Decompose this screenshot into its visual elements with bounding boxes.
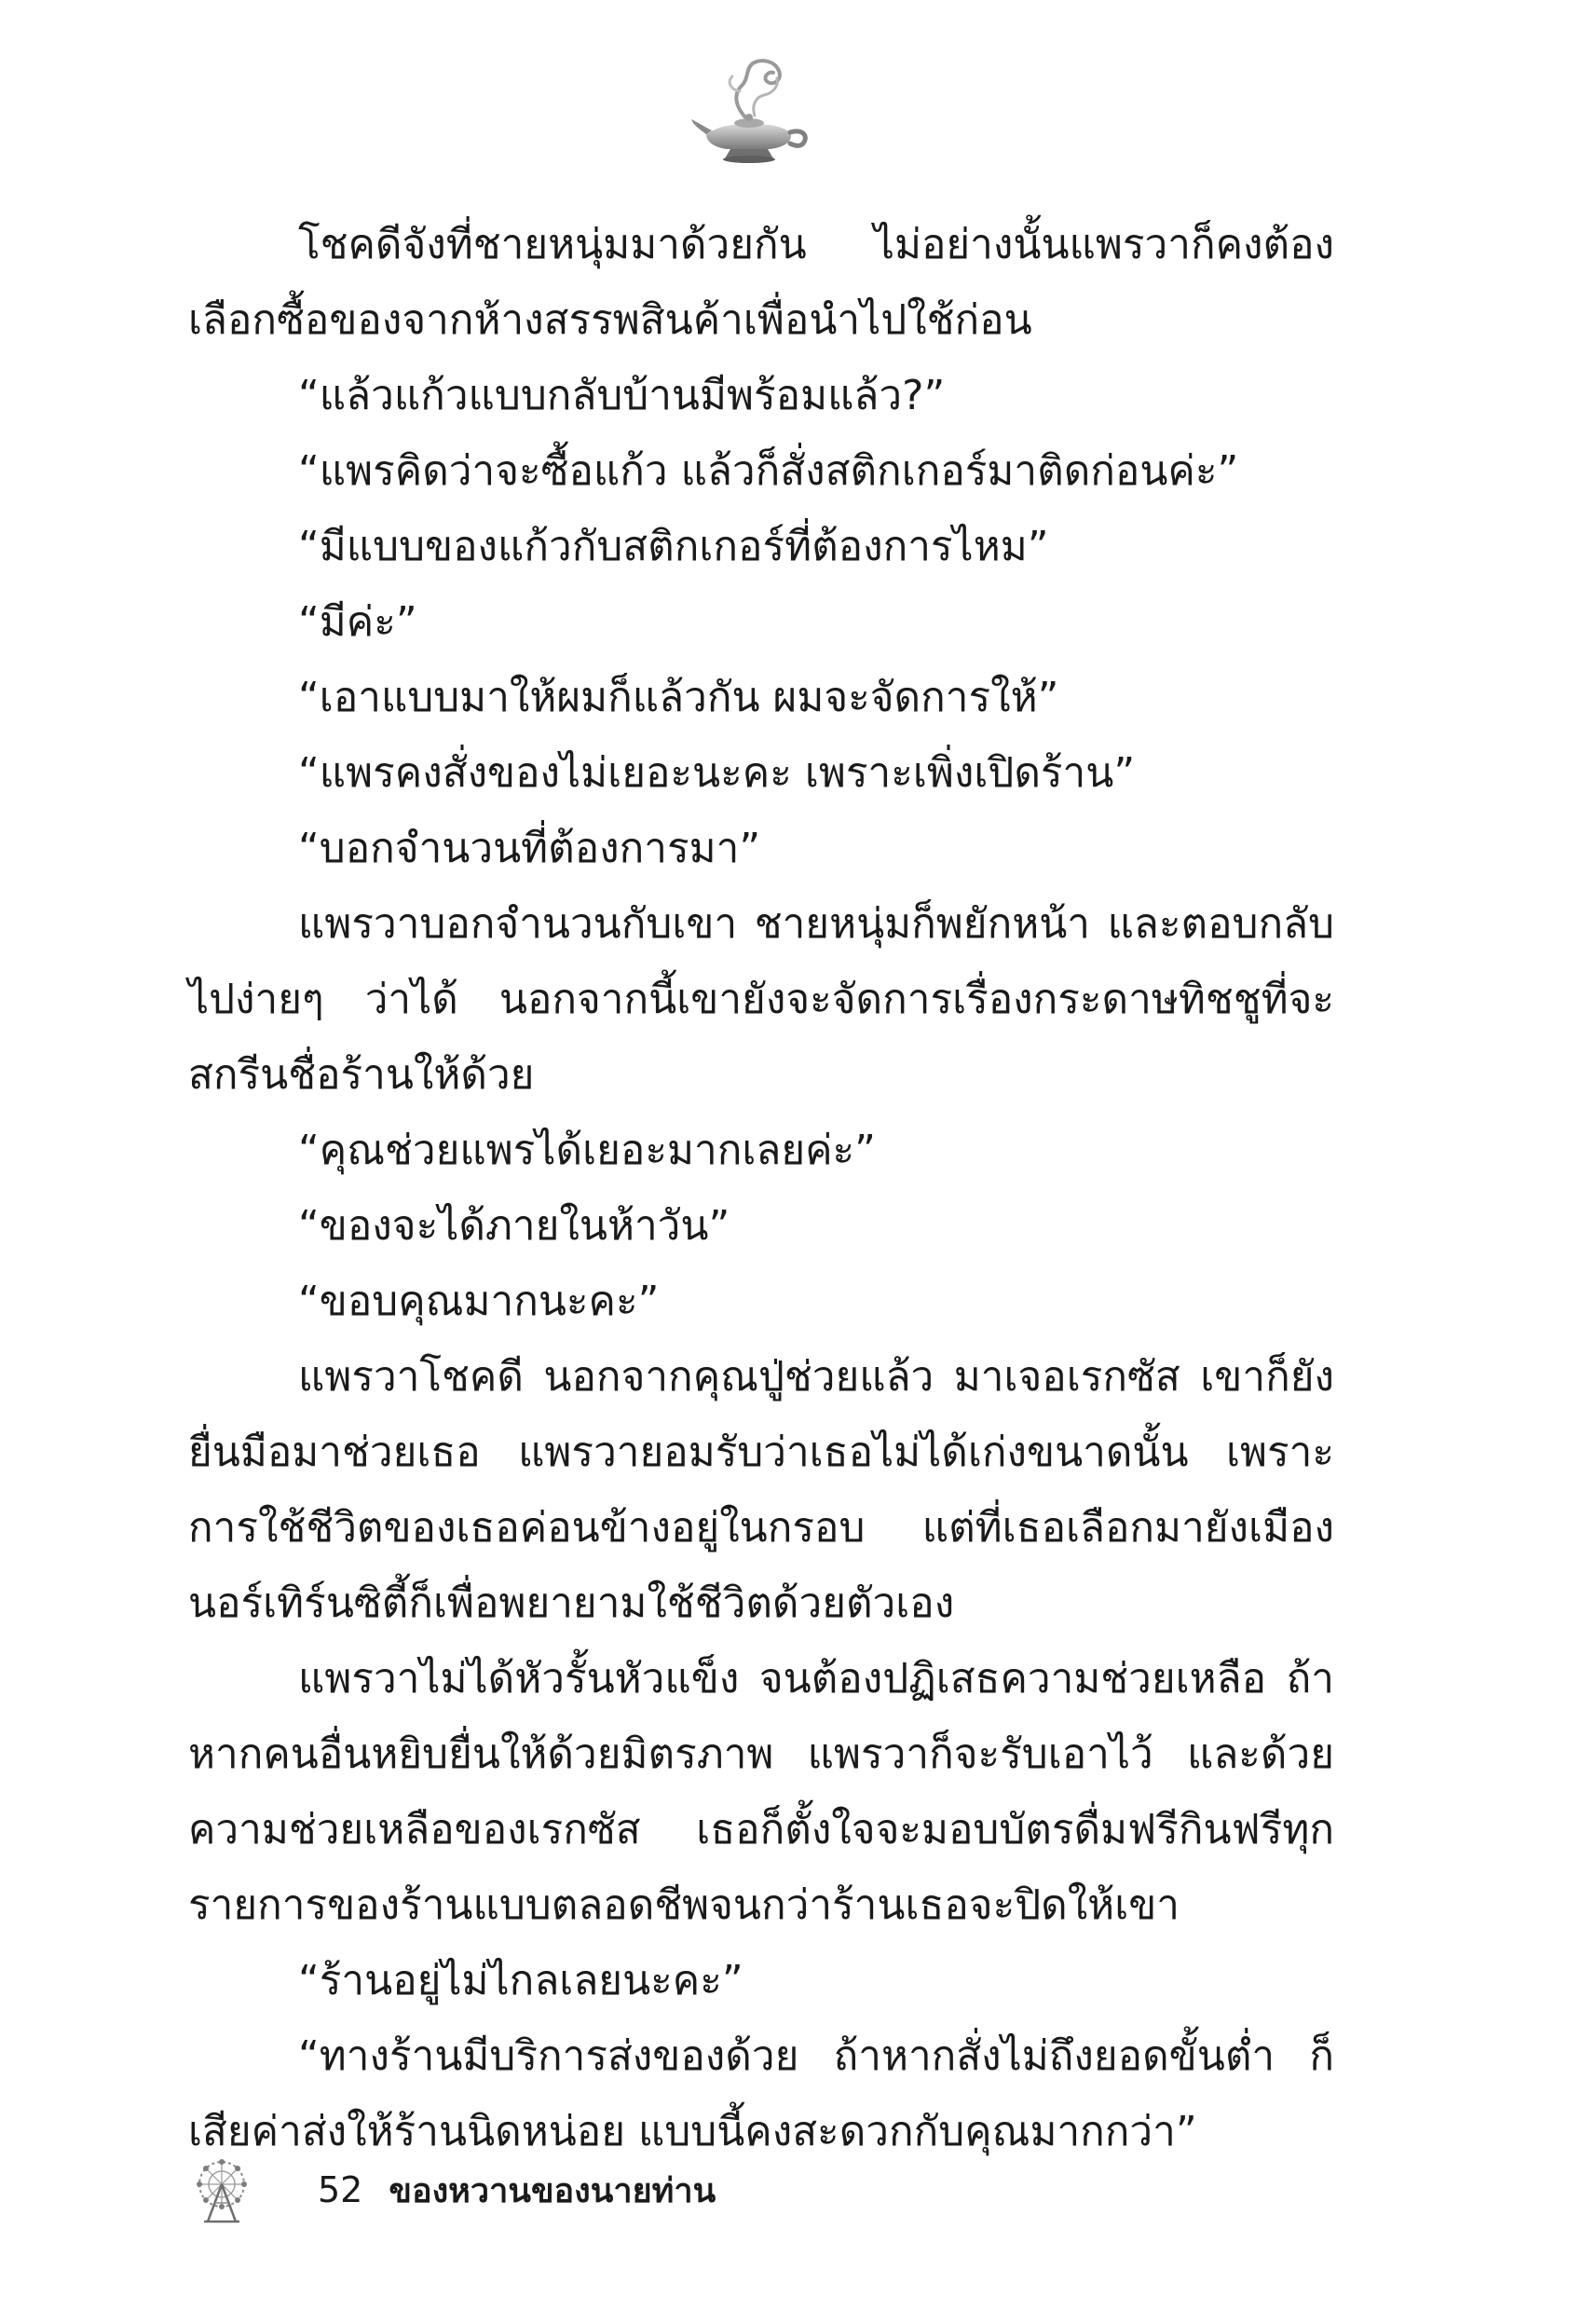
paragraph: “ของจะได้ภายในห้าวัน” <box>298 1202 730 1250</box>
paragraph: โชคดีจังที่ชายหนุ่มมาด้วยกัน ไม่อย่างนั้นแพรวาก็คงต้องเลือกซื้อของจากห้างสรรพสินค้าเพื่อนำไปใช้ก่อน <box>188 221 1334 344</box>
paragraph: “มีค่ะ” <box>298 598 417 646</box>
paragraph: แพรวาบอกจำนวนกับเขา ชายหนุ่มก็พยักหน้า และตอบกลับไปง่ายๆ ว่าได้ นอกจากนี้เขายังจะจัดการเรื่องกระดาษทิชชูที่จะสกรีนชื่อร้านให้ด้วย <box>188 900 1334 1099</box>
paragraph: “ร้านอยู่ไม่ไกลเลยนะคะ” <box>298 1957 743 2004</box>
paragraph: แพรวาโชคดี นอกจากคุณปู่ช่วยแล้ว มาเจอเรกซัส เขาก็ยังยื่นมือมาช่วยเธอ แพรวายอมรับว่าเธอไม่ได้เก่งขนาดนั้น เพราะการใช้ชีวิตของเธอค่อนข้างอยู่ในกรอบ แต่ที่เธอเลือกมายังเมืองนอร์เทิร์นซิตี้ก็เพื่อพยายามใช้ชีวิตด้วยตัวเอง <box>188 1353 1334 1627</box>
paragraph: “มีแบบของแก้วกับสติกเกอร์ที่ต้องการไหม” <box>298 523 1049 570</box>
paragraph: “แพรคิดว่าจะซื้อแก้ว แล้วก็สั่งสติกเกอร์มาติดก่อนค่ะ” <box>298 447 1239 495</box>
paragraph: “เอาแบบมาให้ผมก็แล้วกัน ผมจะจัดการให้” <box>298 674 1059 721</box>
paragraph: แพรวาไม่ได้หัวรั้นหัวแข็ง จนต้องปฏิเสธความช่วยเหลือ ถ้าหากคนอื่นหยิบยื่นให้ด้วยมิตรภาพ แพรวาก็จะรับเอาไว้ และด้วยความช่วยเหลือของเรกซัส เธอก็ตั้งใจจะมอบบัตรดื่มฟรีกินฟรีทุกรายการของร้านแบบตลอดชีพจนกว่าร้านเธอจะปิดให้เขา <box>188 1655 1334 1929</box>
paragraph: “คุณช่วยแพรได้เยอะมากเลยค่ะ” <box>298 1127 876 1174</box>
paragraph: “แล้วแก้วแบบกลับบ้านมีพร้อมแล้ว?” <box>298 372 946 419</box>
paragraph: “บอกจำนวนที่ต้องการมา” <box>298 825 761 872</box>
paragraph: “ขอบคุณมากนะคะ” <box>298 1278 660 1325</box>
ferris-wheel-icon <box>191 2156 252 2223</box>
page-footer <box>191 2153 716 2227</box>
body-text <box>188 207 1334 2169</box>
paragraph: “ทางร้านมีบริการส่งของด้วย ถ้าหากสั่งไม่ถึงยอดขั้นต่ำ ก็เสียค่าส่งให้ร้านนิดหน่อย แบบนี้คงสะดวกกับคุณมากกว่า” <box>188 2032 1334 2155</box>
book-title: ของหวานของนายท่าน <box>389 2171 716 2210</box>
page-number: 52 <box>318 2169 363 2210</box>
paragraph: “แพรคงสั่งของไม่เยอะนะคะ เพราะเพิ่งเปิดร้าน” <box>298 749 1136 797</box>
genie-lamp-icon <box>689 54 820 166</box>
